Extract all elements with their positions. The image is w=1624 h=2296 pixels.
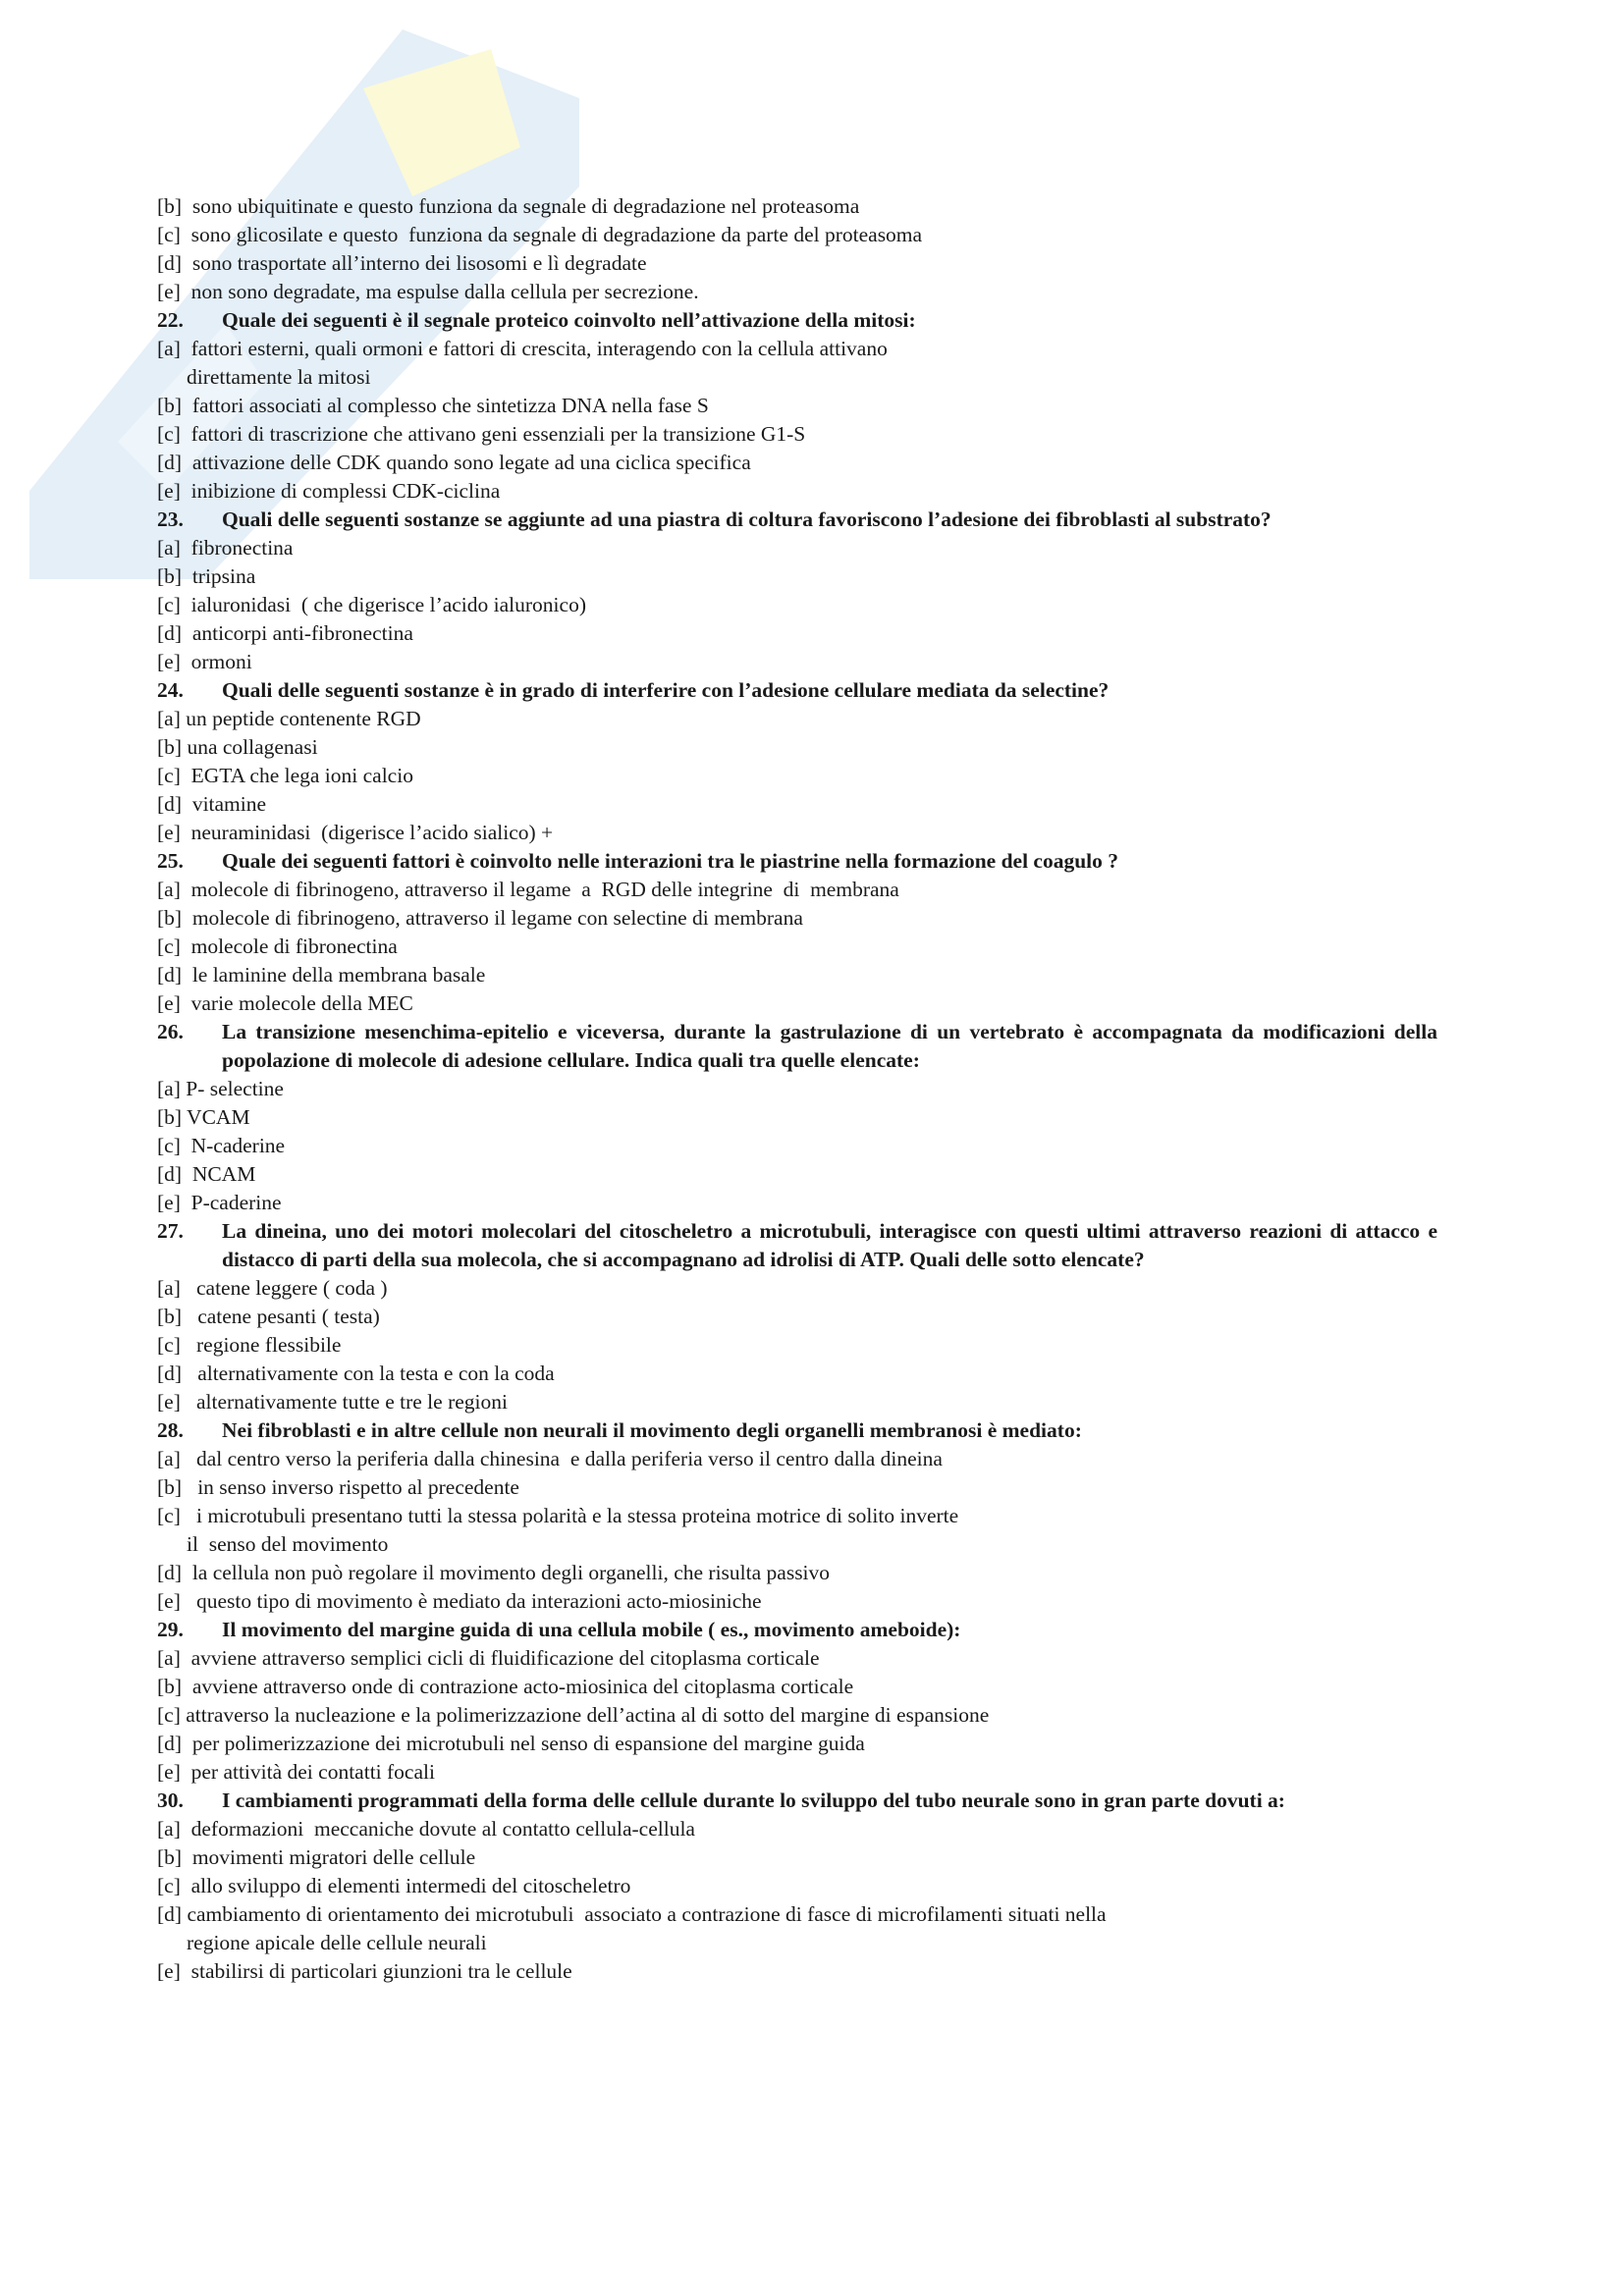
option-line: [e] ormoni — [157, 650, 252, 673]
option-continuation: direttamente la mitosi — [187, 365, 371, 389]
option-line: [a] fattori esterni, quali ormoni e fattori di crescita, interagendo con la cellula attivano — [157, 337, 888, 360]
option-line: [e] stabilirsi di particolari giunzioni tra le cellule — [157, 1959, 572, 1983]
option-line: [b] tripsina — [157, 564, 256, 588]
option-continuation: regione apicale delle cellule neurali — [187, 1931, 487, 1954]
option-line: [b] VCAM — [157, 1105, 250, 1129]
top-options — [157, 192, 1483, 306]
option-line: [e] questo tipo di movimento è mediato da interazioni acto-miosiniche — [157, 1589, 762, 1613]
option-line: [b] sono ubiquitinate e questo funziona da segnale di degradazione nel proteasoma — [157, 194, 860, 218]
question-text: Quale dei seguenti fattori è coinvolto nelle interazioni tra le piastrine nella formazione del coagulo ? — [222, 849, 1119, 873]
option-line: [b] molecole di fibrinogeno, attraverso il legame con selectine di membrana — [157, 906, 803, 930]
option-line: [c] sono glicosilate e questo funziona da segnale di degradazione da parte del proteasoma — [157, 223, 923, 246]
question-28 — [157, 1416, 1483, 1445]
question-23 — [157, 506, 1483, 534]
question-number: 25. — [157, 849, 184, 873]
question-number: 23. — [157, 507, 184, 531]
question-number: 22. — [157, 308, 184, 332]
question-text: Il movimento del margine guida di una cellula mobile ( es., movimento ameboide): — [222, 1618, 961, 1641]
option-line: [e] non sono degradate, ma espulse dalla cellula per secrezione. — [157, 280, 699, 303]
option-line: [a] dal centro verso la periferia dalla chinesina e dalla periferia verso il centro dalla dineina — [157, 1447, 943, 1470]
option-line: [c] fattori di trascrizione che attivano geni essenziali per la transizione G1-S — [157, 422, 806, 446]
question-29 — [157, 1616, 1483, 1644]
option-line: [d] per polimerizzazione dei microtubuli nel senso di espansione del margine guida — [157, 1732, 865, 1755]
option-line: [d] sono trasportate all’interno dei lisosomi e lì degradate — [157, 251, 647, 275]
option-line: [a] un peptide contenente RGD — [157, 707, 421, 730]
question-text: La transizione mesenchima-epitelio e viceversa, durante la gastrulazione di un vertebrato è accompagnata da modificazioni della popolazione di molecole di adesione cellulare. Indica quali tra quelle elencate: — [222, 1020, 1437, 1072]
question-number: 26. — [157, 1020, 184, 1043]
option-line: [d] vitamine — [157, 792, 267, 816]
option-line: [b] catene pesanti ( testa) — [157, 1305, 380, 1328]
question-text: La dineina, uno dei motori molecolari del citoscheletro a microtubuli, interagisce con questi ultimi attraverso reazioni di attacco e distacco di parti della sua molecola, che si accompagnano ad idrolisi di ATP. Quali delle sotto elencate? — [222, 1219, 1437, 1271]
option-line: [e] per attività dei contatti focali — [157, 1760, 435, 1784]
option-line: [c] ialuronidasi ( che digerisce l’acido ialuronico) — [157, 593, 586, 616]
option-line: [e] alternativamente tutte e tre le regioni — [157, 1390, 508, 1414]
option-line: [b] in senso inverso rispetto al precedente — [157, 1475, 519, 1499]
option-line: [d] cambiamento di orientamento dei microtubuli associato a contrazione di fasce di microfilamenti situati nella — [157, 1902, 1107, 1926]
question-text: Quali delle seguenti sostanze è in grado di interferire con l’adesione cellulare mediata da selectine? — [222, 678, 1110, 702]
question-number: 30. — [157, 1789, 184, 1812]
option-line: [e] P-caderine — [157, 1191, 282, 1214]
option-line: [c] EGTA che lega ioni calcio — [157, 764, 413, 787]
option-line: [a] P- selectine — [157, 1077, 284, 1100]
question-30 — [157, 1787, 1483, 1815]
question-number: 27. — [157, 1219, 184, 1243]
option-line: [e] inibizione di complessi CDK-ciclina — [157, 479, 501, 503]
option-line: [a] catene leggere ( coda ) — [157, 1276, 388, 1300]
question-25 — [157, 847, 1483, 876]
question-number: 24. — [157, 678, 184, 702]
question-number: 28. — [157, 1418, 184, 1442]
option-line: [b] avviene attraverso onde di contrazione acto-miosinica del citoplasma corticale — [157, 1675, 854, 1698]
option-line: [a] molecole di fibrinogeno, attraverso il legame a RGD delle integrine di membrana — [157, 878, 899, 901]
option-line: [a] fibronectina — [157, 536, 294, 560]
option-line: [c] regione flessibile — [157, 1333, 342, 1357]
option-line: [c] N-caderine — [157, 1134, 286, 1157]
question-26 — [157, 1018, 1483, 1075]
document-page — [157, 192, 1483, 1986]
question-text: Nei fibroblasti e in altre cellule non neurali il movimento degli organelli membranosi è mediato: — [222, 1418, 1082, 1442]
option-line: [e] neuraminidasi (digerisce l’acido sialico) + — [157, 821, 554, 844]
option-line: [a] avviene attraverso semplici cicli di fluidificazione del citoplasma corticale — [157, 1646, 820, 1670]
option-line: [d] le laminine della membrana basale — [157, 963, 486, 987]
option-line: [d] attivazione delle CDK quando sono legate ad una ciclica specifica — [157, 451, 751, 474]
option-line: [d] la cellula non può regolare il movimento degli organelli, che risulta passivo — [157, 1561, 831, 1584]
question-number: 29. — [157, 1618, 184, 1641]
option-line: [b] una collagenasi — [157, 735, 318, 759]
option-line: [c] i microtubuli presentano tutti la stessa polarità e la stessa proteina motrice di solito inverte — [157, 1504, 959, 1527]
option-line: [c] molecole di fibronectina — [157, 934, 398, 958]
question-text: Quali delle seguenti sostanze se aggiunte ad una piastra di coltura favoriscono l’adesione dei fibroblasti al substrato? — [222, 507, 1272, 531]
question-22 — [157, 306, 1483, 335]
option-line: [c] attraverso la nucleazione e la polimerizzazione dell’actina al di sotto del margine di espansione — [157, 1703, 990, 1727]
option-line: [d] NCAM — [157, 1162, 256, 1186]
option-line: [c] allo sviluppo di elementi intermedi del citoscheletro — [157, 1874, 631, 1897]
question-text: I cambiamenti programmati della forma delle cellule durante lo sviluppo del tubo neurale sono in gran parte dovuti a: — [222, 1789, 1285, 1812]
question-27 — [157, 1217, 1483, 1274]
option-line: [a] deformazioni meccaniche dovute al contatto cellula-cellula — [157, 1817, 695, 1841]
option-line: [e] varie molecole della MEC — [157, 991, 413, 1015]
option-line: [b] fattori associati al complesso che sintetizza DNA nella fase S — [157, 394, 709, 417]
question-text: Quale dei seguenti è il segnale proteico coinvolto nell’attivazione della mitosi: — [222, 308, 916, 332]
question-24 — [157, 676, 1483, 705]
option-line: [d] alternativamente con la testa e con la coda — [157, 1362, 555, 1385]
option-line: [d] anticorpi anti-fibronectina — [157, 621, 413, 645]
option-line: [b] movimenti migratori delle cellule — [157, 1845, 476, 1869]
option-continuation: il senso del movimento — [187, 1532, 389, 1556]
